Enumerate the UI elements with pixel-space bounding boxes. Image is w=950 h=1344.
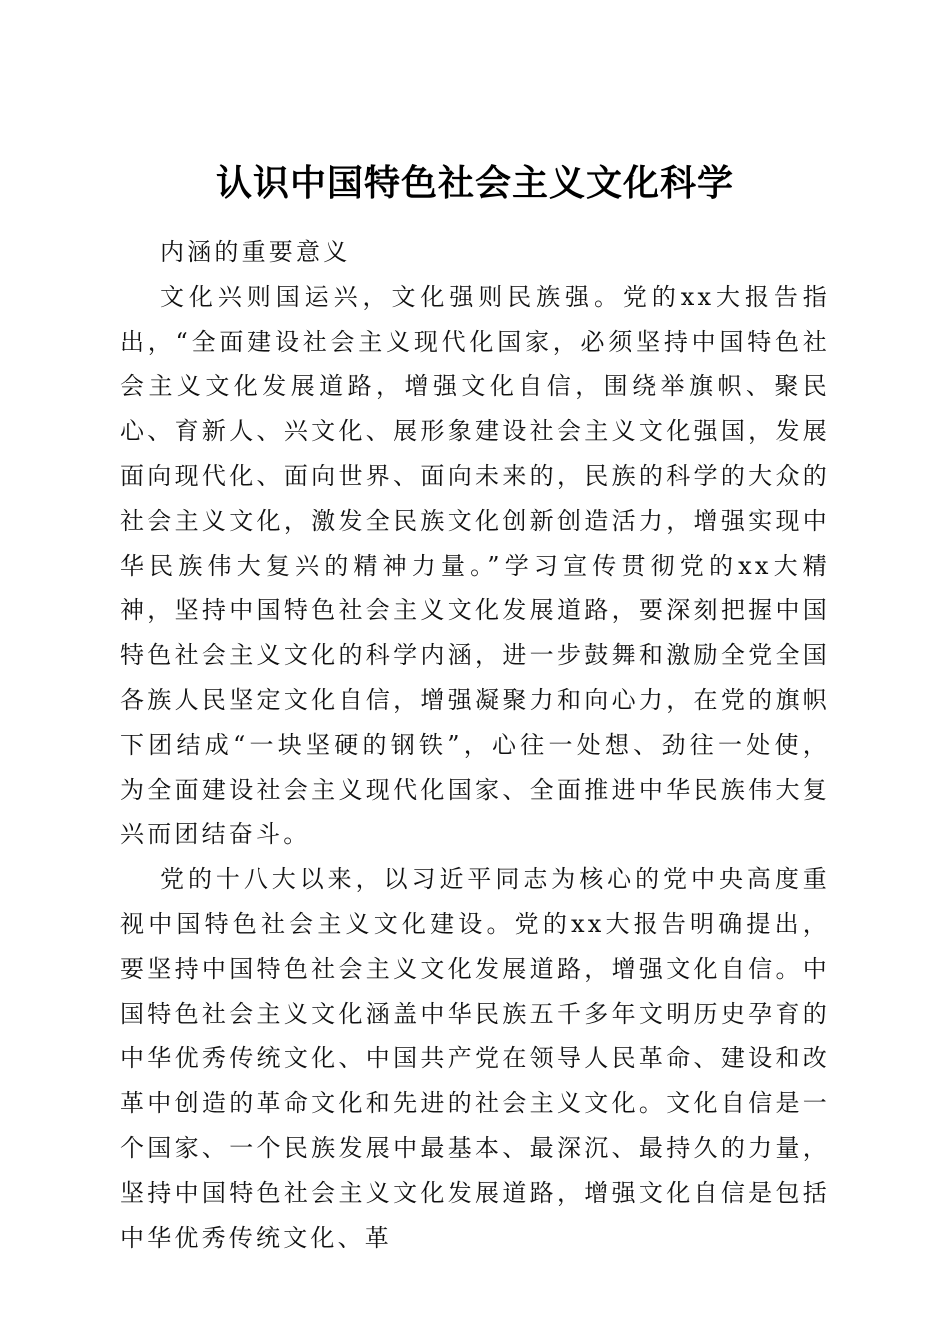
document-body	[120, 230, 830, 1260]
document-title: 认识中国特色社会主义文化科学	[215, 162, 734, 205]
paragraph-1: 文化兴则国运兴，文化强则民族强。党的xx大报告指出，“全面建设社会主义现代化国家，必须坚持中国特色社会主义文化发展道路，增强文化自信，围绕举旗帜、聚民心、育新人、兴文化、展形象建设社会主义文化强国，发展面向现代化、面向世界、面向未来的，民族的科学的大众的社会主义文化，激发全民族文化创新创造活力，增强实现中华民族伟大复兴的精神力量。”学习宣传贯彻党的xx大精神，坚持中国特色社会主义文化发展道路，要深刻把握中国特色社会主义文化的科学内涵，进一步鼓舞和激励全党全国各族人民坚定文化自信，增强凝聚力和向心力，在党的旗帜下团结成“一块坚硬的钢铁”，心往一处想、劲往一处使，为全面建设社会主义现代化国家、全面推进中华民族伟大复兴而团结奋斗。	[120, 282, 830, 849]
paragraph-subtitle: 内涵的重要意义	[160, 238, 351, 266]
paragraph-2: 党的十八大以来，以习近平同志为核心的党中央高度重视中国特色社会主义文化建设。党的xx大报告明确提出，要坚持中国特色社会主义文化发展道路，增强文化自信。中国特色社会主义文化涵盖中华民族五千多年文明历史孕育的中华优秀传统文化、中国共产党在领导人民革命、建设和改革中创造的革命文化和先进的社会主义文化。文化自信是一个国家、一个民族发展中最基本、最深沉、最持久的力量，坚持中国特色社会主义文化发展道路，增强文化自信是包括中华优秀传统文化、革	[120, 865, 830, 1252]
